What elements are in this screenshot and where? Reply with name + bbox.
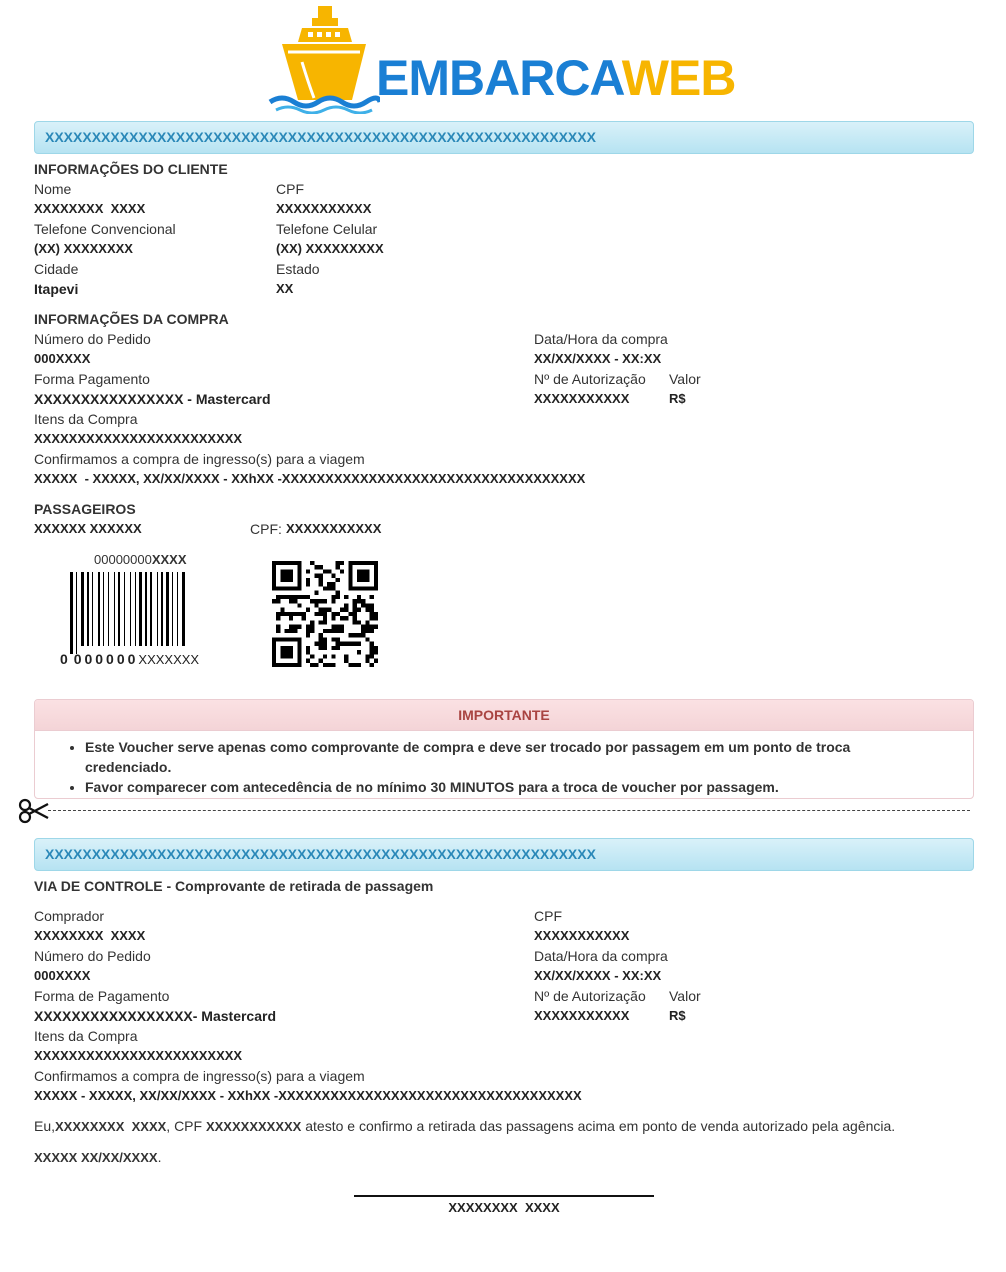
purchase-heading: INFORMAÇÕES DA COMPRA [34, 311, 229, 327]
important-item: • Este Voucher serve apenas como comprovante de compra e deve ser trocado por passagem em um ponto de troca credenciado. [85, 737, 973, 777]
important-title: IMPORTANTE [35, 700, 973, 731]
purchase-confirm-value: XXXXX - XXXXX, XX/XX/XXXX - XXhXX -XXXXXXXXXXXXXXXXXXXXXXXXXXXXXXXXXXX [34, 471, 586, 486]
barcode [68, 572, 228, 654]
control-banner [34, 838, 974, 871]
attest-cpf: XXXXXXXXXXX [205, 1119, 302, 1134]
control-place-date [34, 1148, 161, 1167]
control-buyer-label: Comprador [34, 908, 105, 924]
barcode-top-suffix: XXXX [151, 552, 187, 567]
control-amount-label: Valor [669, 988, 701, 1004]
control-datetime-value: XX/XX/XXXX - XX:XX [534, 968, 662, 983]
control-confirm-label: Confirmamos a compra de ingresso(s) para a viagem [34, 1068, 365, 1084]
signature-line [354, 1195, 654, 1197]
control-buyer-value: XXXXXXXX XXXX [34, 928, 146, 943]
control-payment-value: XXXXXXXXXXXXXXXXX- Mastercard [34, 1008, 276, 1024]
passengers-heading: PASSAGEIROS [34, 501, 136, 517]
logo-wordmark [376, 50, 735, 106]
control-auth-value: XXXXXXXXXXX [534, 1008, 630, 1023]
purchase-amount-value: R$ [669, 391, 686, 406]
important-list [35, 737, 973, 797]
logo-text-embarca: EMBARCA [376, 50, 622, 106]
client-name-value: XXXXXXXX XXXX [34, 201, 146, 216]
barcode-bottom-suffix: XXXXXXX [138, 652, 200, 667]
control-banner-text: XXXXXXXXXXXXXXXXXXXXXXXXXXXXXXXXXXXXXXXXXXXXXXXXXXXXXXXXXXX [45, 846, 596, 862]
control-datetime-label: Data/Hora da compra [534, 948, 668, 964]
barcode-bottom-mid: 000000 [73, 651, 139, 667]
purchase-order-value: 000XXXX [34, 351, 91, 366]
purchase-payment-value: XXXXXXXXXXXXXXXX - Mastercard [34, 391, 271, 407]
client-city-value: Itapevi [34, 281, 79, 297]
client-cpf-label: CPF [276, 181, 304, 197]
attest-name: XXXXXXXX XXXX [55, 1119, 167, 1134]
passenger-cpf-value: XXXXXXXXXXX [286, 521, 382, 536]
purchase-datetime-value: XX/XX/XXXX - XX:XX [534, 351, 662, 366]
signature-name: XXXXXXXX XXXX [448, 1200, 560, 1215]
client-heading: INFORMAÇÕES DO CLIENTE [34, 161, 228, 177]
purchase-datetime-label: Data/Hora da compra [534, 331, 668, 347]
client-state-label: Estado [276, 261, 320, 277]
purchase-auth-label: Nº de Autorização [534, 371, 646, 387]
attest-prefix: Eu, [34, 1118, 56, 1134]
control-cpf-value: XXXXXXXXXXX [534, 928, 630, 943]
cut-line [48, 810, 970, 811]
attest-cpf-label: , CPF [166, 1118, 203, 1134]
attest-text: atesto e confirmo a retirada das passagens acima em ponto de venda autorizado pela agência. [305, 1118, 896, 1134]
control-cpf-label: CPF [534, 908, 562, 924]
control-payment-label: Forma de Pagamento [34, 988, 170, 1004]
control-confirm-value: XXXXX - XXXXX, XX/XX/XXXX - XXhXX -XXXXXXXXXXXXXXXXXXXXXXXXXXXXXXXXXXX [34, 1088, 582, 1103]
client-cell-label: Telefone Celular [276, 221, 378, 237]
purchase-auth-value: XXXXXXXXXXX [534, 391, 630, 406]
place-date-value: XXXXX XX/XX/XXXX [34, 1150, 158, 1165]
control-heading: VIA DE CONTROLE - Comprovante de retirada de passagem [34, 878, 434, 894]
client-phone-label: Telefone Convencional [34, 221, 176, 237]
control-amount-value: R$ [669, 1008, 686, 1023]
purchase-confirm-label: Confirmamos a compra de ingresso(s) para a viagem [34, 451, 365, 467]
logo-text-web: WEB [621, 50, 736, 106]
control-auth-label: Nº de Autorização [534, 988, 646, 1004]
control-order-label: Número do Pedido [34, 948, 151, 964]
purchase-order-label: Número do Pedido [34, 331, 151, 347]
control-items-label: Itens da Compra [34, 1028, 138, 1044]
qr-code [272, 561, 378, 667]
control-items-value: XXXXXXXXXXXXXXXXXXXXXXXX [34, 1048, 243, 1063]
purchase-payment-label: Forma Pagamento [34, 371, 150, 387]
passenger-cpf-label: CPF: [250, 521, 282, 537]
important-panel [34, 699, 974, 799]
client-cpf-value: XXXXXXXXXXX [276, 201, 372, 216]
client-name-label: Nome [34, 181, 72, 197]
ship-icon [268, 2, 380, 114]
voucher-banner-text: XXXXXXXXXXXXXXXXXXXXXXXXXXXXXXXXXXXXXXXXXXXXXXXXXXXXXXXXXXX [45, 129, 596, 145]
client-city-label: Cidade [34, 261, 79, 277]
place-date-dot: . [157, 1149, 162, 1165]
passenger-name: XXXXXX XXXXXX [34, 521, 142, 536]
purchase-amount-label: Valor [669, 371, 701, 387]
logo [268, 2, 738, 114]
barcode-bottom-first: 0 [60, 651, 69, 667]
control-order-value: 000XXXX [34, 968, 91, 983]
control-attest [34, 1117, 895, 1136]
purchase-items-label: Itens da Compra [34, 411, 138, 427]
barcode-bottom-number [60, 651, 199, 667]
client-cell-value: (XX) XXXXXXXXX [276, 241, 384, 256]
barcode-top-number [94, 552, 187, 567]
important-item: • Favor comparecer com antecedência de no mínimo 30 MINUTOS para a troca de voucher por passagem. [85, 777, 973, 797]
voucher-banner [34, 121, 974, 154]
client-state-value: XX [276, 281, 294, 296]
purchase-items-value: XXXXXXXXXXXXXXXXXXXXXXXX [34, 431, 243, 446]
barcode-top-prefix: 00000000 [94, 552, 152, 567]
scissors-icon [18, 798, 50, 824]
client-phone-value: (XX) XXXXXXXX [34, 241, 133, 256]
